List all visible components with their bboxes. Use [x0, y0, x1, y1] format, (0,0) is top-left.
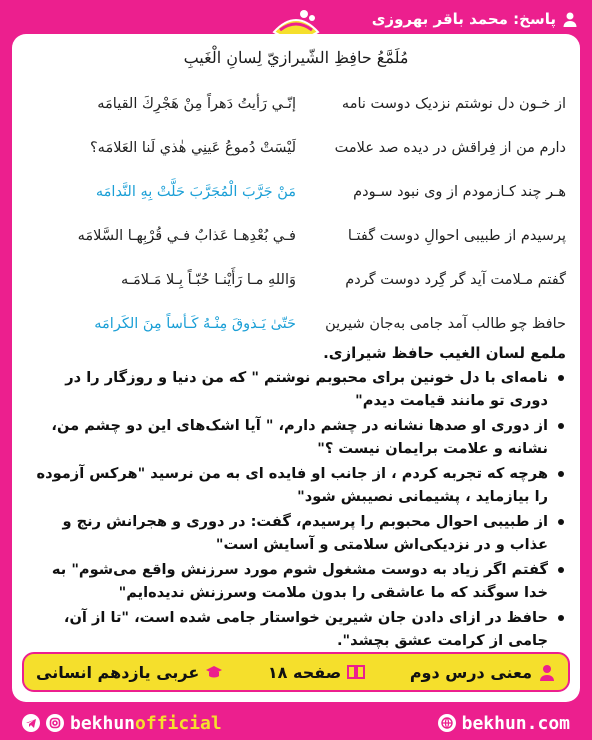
poem-row — [26, 126, 566, 170]
website-text: bekhun.com — [461, 712, 570, 734]
telegram-icon[interactable] — [22, 714, 40, 732]
brand-handle: bekhunofficial — [70, 712, 222, 734]
graduation-cap-icon — [205, 663, 223, 681]
open-book-icon — [347, 663, 365, 681]
meaning-title: ملمع لسان الغیب حافظ شیرازی. — [323, 344, 566, 362]
poem-row — [26, 82, 566, 126]
poem-row — [26, 214, 566, 258]
poem-row — [26, 170, 566, 214]
person-icon — [562, 11, 578, 27]
arabic-verse: وَاللهِ مـا رَأَیْنـا حُبّـاً بِـلا مَـلامَـه — [120, 272, 296, 288]
persian-verse: هـر چند کـازمودم از وی نبود سـودم — [353, 184, 566, 200]
arabic-verse: فـي بُعْدِهـا عَذابٌ فـي قُرْبِهـا السَّلامَه — [77, 228, 296, 244]
meaning-item: از طبیبی احوال محبوبم را پرسیدم، گفت: در دوری و هجرانش رنج و عذاب و در نزدیکی‌اش سلامتی و آسایش است" — [34, 510, 548, 556]
poem-title: مُلَمَّعُ حافِظِ الشّیرازيّ لِسانِ الْغَیبِ — [183, 48, 409, 67]
meaning-item: هرچه که تجربه کردم ، از جانب او فایده ای به من نرسید "هرکس آزموده را بیازماید ، پشیمانی نصیبش شود" — [34, 462, 548, 508]
arabic-verse: إنّـي رَأیتُ دَهراً مِنْ هَجْرِكَ القیامَه — [97, 96, 296, 112]
meaning-item: نامه‌ای با دل خونین برای محبوبم نوشتم " که من دنیا و روزگار را در دوری تو مانند قیامت دیدم" — [34, 366, 548, 412]
arabic-verse: مَنْ جَرَّبَ الْمُجَرَّبَ حَلَّتْ بِهِ النَّدامَه — [95, 184, 296, 200]
poem-row — [26, 258, 566, 302]
lesson-label: معنی درس دوم — [410, 663, 556, 682]
social-handle[interactable] — [22, 713, 222, 734]
meaning-list — [34, 366, 566, 652]
lesson-info-bar — [22, 652, 570, 692]
globe-icon — [438, 714, 456, 732]
persian-verse: دارم من از فِراقش در دیده صد علامت — [334, 140, 566, 156]
author-text: پاسخ: محمد باقر بهروزی — [371, 10, 556, 28]
persian-verse: حافظ چو طالب آمد جامی به‌جان شیرین — [325, 316, 566, 332]
student-icon — [538, 663, 556, 681]
arabic-verse: لَیْسَتْ دُموعُ عَینِي هٰذي لَنا العَلامَه؟ — [89, 140, 296, 156]
bottom-bar — [0, 706, 592, 740]
book-label: عربی یازدهم انسانی — [36, 663, 223, 682]
meaning-section — [34, 344, 566, 654]
content-card — [12, 34, 580, 702]
website-link[interactable] — [438, 713, 570, 734]
persian-verse: پرسیدم از طبیبی احوالِ دوست گفتـا — [347, 228, 566, 244]
page-label: صفحه ۱۸ — [268, 663, 365, 682]
author-header — [372, 8, 578, 30]
persian-verse: گفتم مـلامت آید گر گِرد دوست گردم — [345, 272, 566, 288]
arabic-verse: حَتّیٰ یَـذوقَ مِنْـهُ کَـأساً مِنَ الکَرامَه — [94, 316, 296, 332]
meaning-item: گفتم اگر زیاد به دوست مشغول شوم مورد سرزنش واقع می‌شوم" به خدا سوگند که ما عاشقی را بدون ملامت وسرزنش ندیده‌ایم" — [34, 558, 548, 604]
meaning-item: حافظ در ازای دادن جان شیرین خواستار جامی شده است، "تا از آن، جامی از کرامت عشق بچشد". — [34, 606, 548, 652]
instagram-icon[interactable] — [46, 714, 64, 732]
persian-verse: از خـون دل نوشتم نزدیک دوست نامه — [341, 96, 566, 112]
poem-verses — [26, 82, 566, 346]
poem-row — [26, 302, 566, 346]
meaning-item: از دوری او صدها نشانه در چشم دارم، " آیا اشک‌های این دو چشم من، نشانه و علامت برایمان نیست ؟" — [34, 414, 548, 460]
